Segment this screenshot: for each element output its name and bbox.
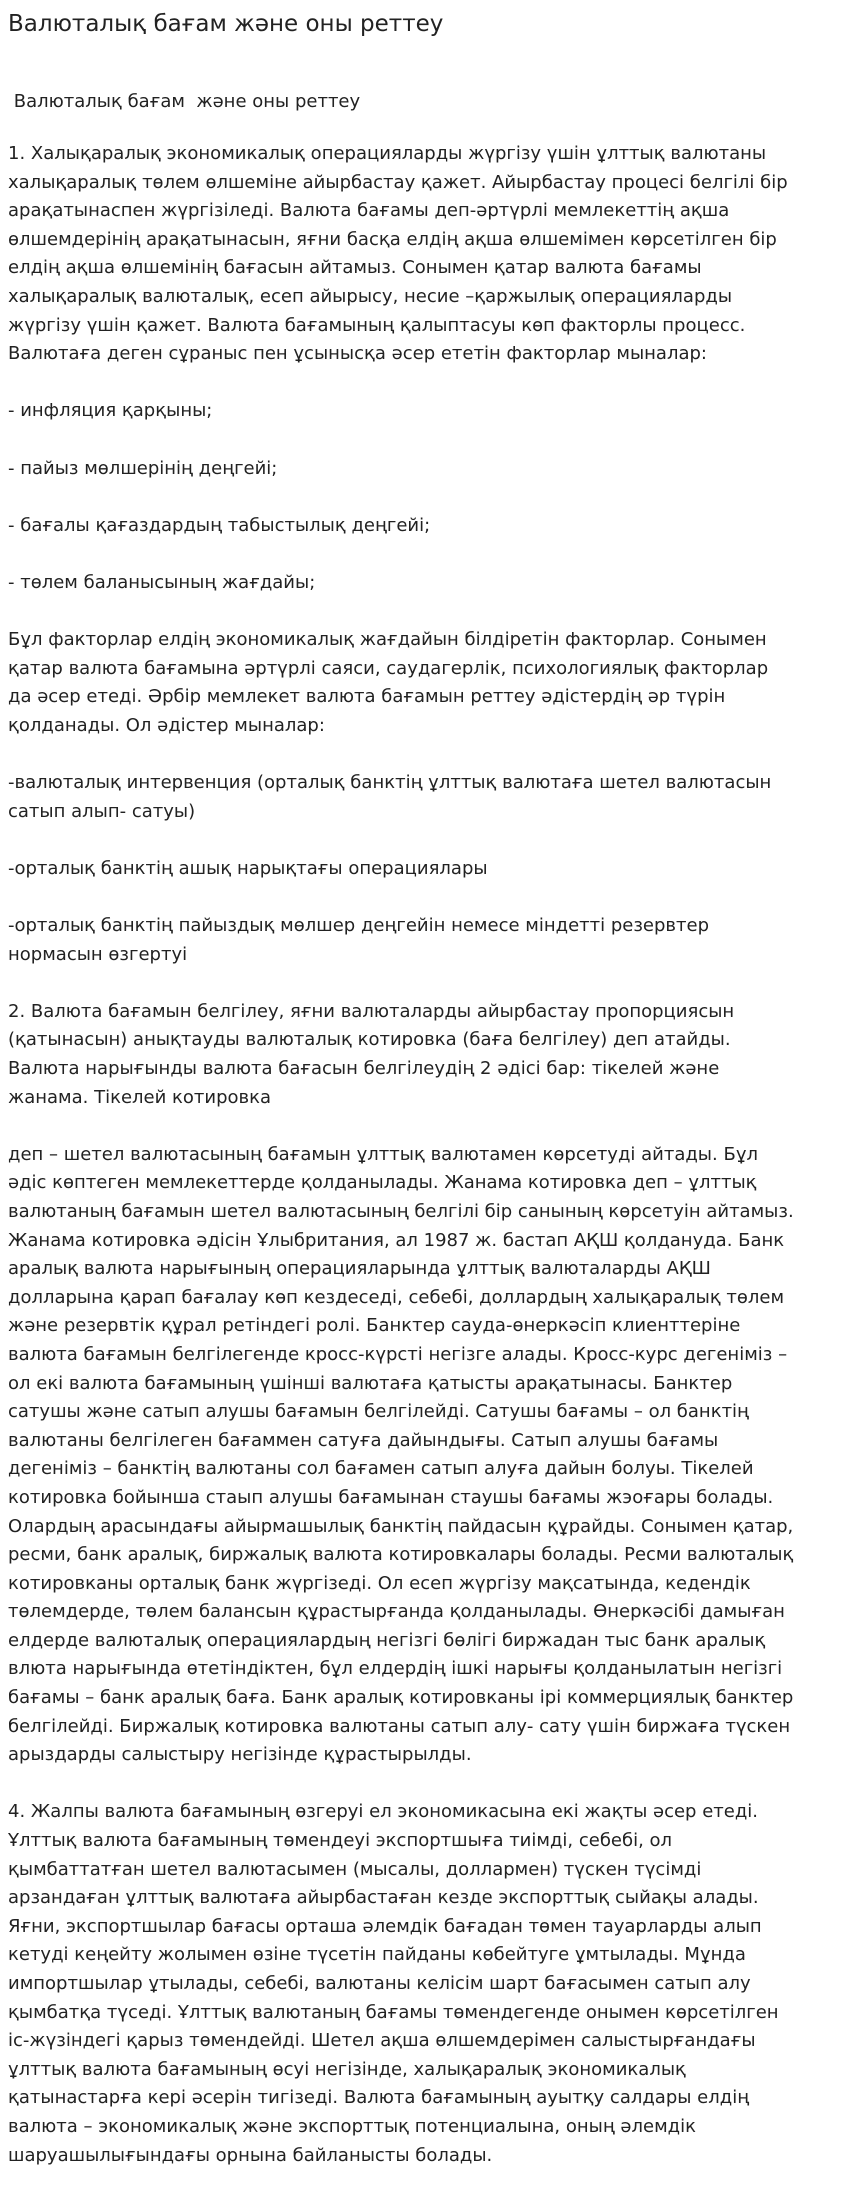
paragraph-quotation: 2. Валюта бағамын белгілеу, яғни валюталарды айырбастау пропорциясын (қатынасын) анықтауды валюталық котировка (баға белгілеу) деп атайды. Валюта нарығынды валюта бағасын белгілеудің 2 әдісі бар: тікелей және жанама. Тікелей котировка — [8, 1000, 735, 1108]
paragraph-factors: Бұл факторлар елдің экономикалық жағдайын білдіретін факторлар. Сонымен қатар валюта бағамына әртүрлі саяси, саудагерлік, психологиялық факторлар да әсер етеді. Әрбір мемлекет валюта бағамын реттеу әдістердің әр түрін қолданады. Ол әдістер мыналар: — [8, 629, 769, 736]
list-item-open-market: -орталық банктің ашық нарықтағы операциялары — [8, 857, 488, 879]
list-item-intervention: -валюталық интервенция (орталық банктің ұлттық валютаға шетел валютасын сатып алып- сатуы) — [8, 772, 772, 822]
list-item-reserve-norms: -орталық банктің пайыздық мөлшер деңгейін немесе міндетті резервтер нормасын өзгертуі — [8, 915, 709, 965]
paragraph-exchange-rate-effects: 4. Жалпы валюта бағамының өзгеруі ел экономикасына екі жақты әсер етеді. Ұлттық валюта бағамының төмендеуі экспортшыға тиімді, себебі, ол қымбаттатған шетел валютасымен (мысалы, доллармен) түскен түсімді арзандаған ұлттық валютаға айырбастаған кезде экспорттық сыйақы алады. Яғни, экспортшылар бағасы орташа әлемдік бағадан төмен тауарларды алып кетуді кеңейту жолымен өзіне түсетін пайданы көбейтуге ұмтылады. Мұнда импортшылар ұтылады, себебі, валютаны келісім шарт бағасымен сатып алу қымбатқа түседі. Ұлттық валютаның бағамы төмендегенде онымен көрсетілген іс-жүзіндегі қарыз төмендейді. Шетел ақша өлшемдерімен салыстырғандағы ұлттық валюта бағамының өсуі негізінде, халықаралық экономикалық қатынастарға кері әсерін тигізеді. Валюта бағамының ауытқу салдары елдің валюта – экономикалық және экспорттық потенциалына, оның әлемдік шаруашылығындағы орнына байланысты болады. — [8, 1801, 779, 2166]
list-item-securities-yield: - бағалы қағаздардың табыстылық деңгейі; — [8, 514, 431, 536]
page-title: Валюталық бағам және оны реттеу — [8, 11, 444, 37]
list-item-balance-of-payments: - төлем баланысының жағдайы; — [8, 571, 316, 593]
paragraph-quotation-details: деп – шетел валютасының бағамын ұлттық валютамен көрсетуді айтады. Бұл әдіс көптеген мемлекеттерде қолданылады. Жанама котировка деп – ұлттық валютаның бағамын шетел валютасының белгілі бір санының көрсетуін айтамыз. Жанама котировка әдісін Ұлыбритания, ал 1987 ж. бастап АҚШ қолдануда. Банк аралық валюта нарығының операцияларында ұлттық валюталарды АҚШ долларына қарап бағалау көп кездеседі, себебі, доллардың халықаралық төлем және резервтік құрал ретіндегі ролі. Банктер сауда-өнеркәсіп клиенттеріне валюта бағамын белгілегенде кросс-күрсті негізге алады. Кросс-курс дегеніміз – ол екі валюта бағамының үшінші валютаға қатысты арақатынасы. Банктер сатушы және сатып алушы бағамын белгілейді. Сатушы бағамы – ол банктің валютаны белгілеген бағаммен сатуға дайындығы. Сатып алушы бағамы дегеніміз – банктің валютаны сол бағамен сатып алуға дайын болуы. Тікелей котировка бойынша стаып алушы бағамынан стаушы бағамы жэоғары болады. Олардың арасындағы айырмашылық банктің пайдасын құрайды. Сонымен қатар, ресми, банк аралық, биржалық валюта котировкалары болады. Ресми валюталық котировканы орталық банк жүргізеді. Ол есеп жүргізу мақсатында, кедендік төлемдерде, төлем балансын құрастырғанда қолданылады. Өнеркәсібі дамыған елдерде валюталық операциялардың негізгі бөлігі биржадан тыс банк аралық влюта нарығында өтетіндіктен, бұл елдердің ішкі нарығы қолданылатын негізгі бағамы – банк аралық баға. Банк аралық котировканы ірі коммерциялық банктер белгілейді. Биржалық котировка валютаны сатып алу- сату үшін биржаға түскен арыздарды салыстыру негізінде құрастырылды. — [8, 1143, 794, 1766]
list-item-inflation: - инфляция қарқыны; — [8, 400, 213, 422]
paragraph-intro: 1. Халықаралық экономикалық операцияларды жүргізу үшін ұлттық валютаны халықаралық төлем өлшеміне айырбастау қажет. Айырбастау процесі белгілі бір арақатынаспен жүргізіледі. Валюта бағамы деп-әртүрлі мемлекеттің ақша өлшемдерінің арақатынасын, яғни басқа елдің ақша өлшемімен көрсетілген бір елдің ақша өлшемінің бағасын айтамыз. Сонымен қатар валюта бағамы халықаралық валюталық, есеп айырысу, несие –қаржылық операцияларды жүргізу үшін қажет. Валюта бағамының қалыптасуы көп факторлы процесс. Валютаға деген сұраныс пен ұсынысқа әсер ететін факторлар мыналар: — [8, 143, 788, 365]
list-item-interest-rate: - пайыз мөлшерінің деңгейі; — [8, 457, 278, 479]
document-subtitle: Валюталық бағам және оны реттеу — [8, 91, 361, 112]
